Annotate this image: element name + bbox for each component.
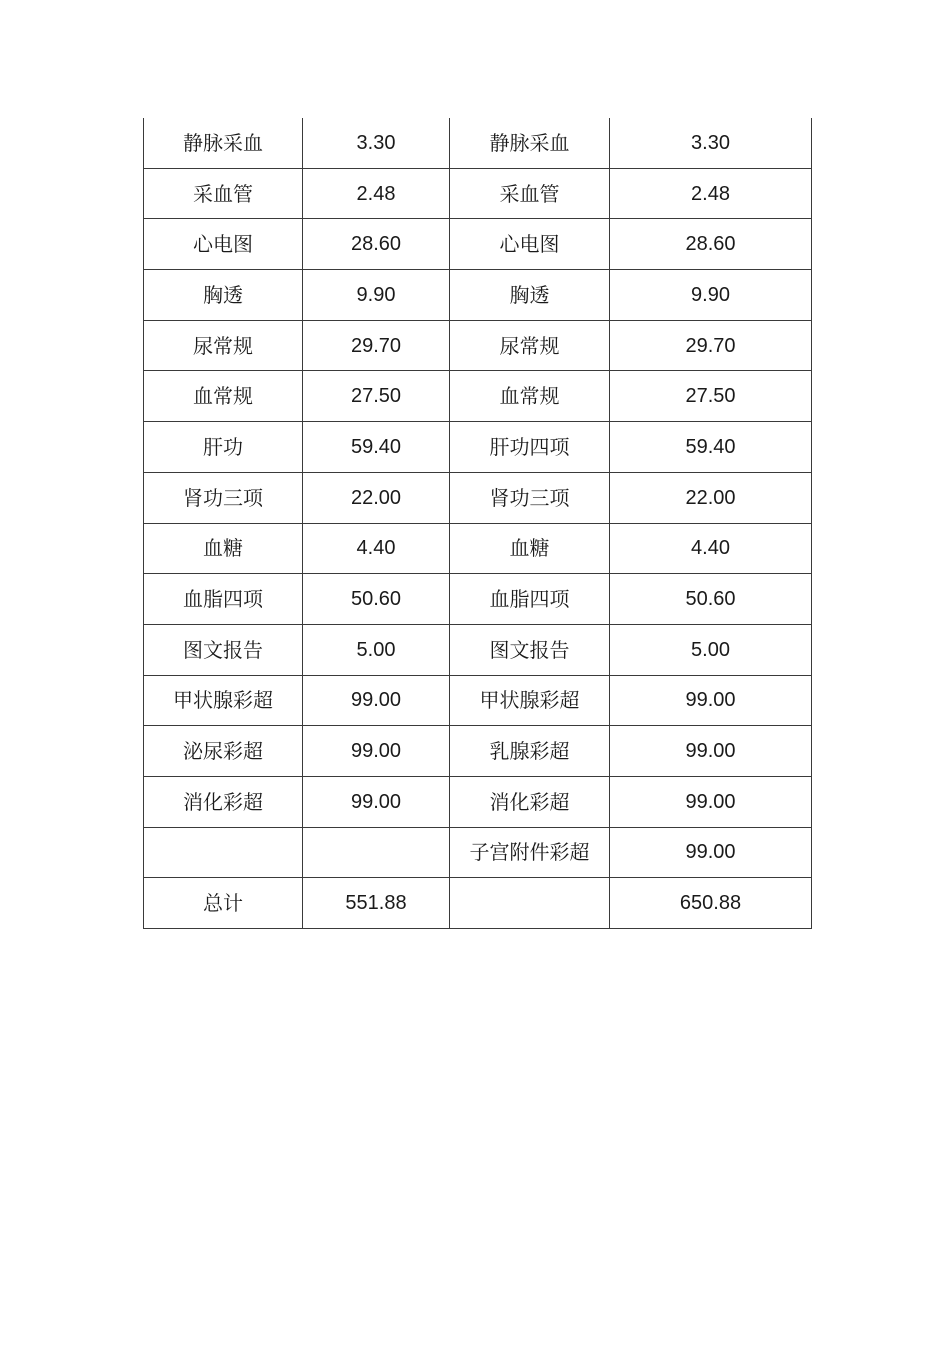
table-row xyxy=(144,523,812,574)
table-row xyxy=(144,422,812,473)
left-price-cell: 9.90 xyxy=(303,270,450,321)
right-price-cell: 99.00 xyxy=(610,776,812,827)
right-item-cell: 乳腺彩超 xyxy=(450,726,610,777)
left-item-cell: 尿常规 xyxy=(144,320,303,371)
table-row xyxy=(144,371,812,422)
fee-table-body xyxy=(144,118,812,929)
left-price-cell: 27.50 xyxy=(303,371,450,422)
right-item-cell: 采血管 xyxy=(450,168,610,219)
left-item-cell: 静脉采血 xyxy=(144,118,303,168)
right-item-cell: 静脉采血 xyxy=(450,118,610,168)
right-item-cell: 心电图 xyxy=(450,219,610,270)
table-row xyxy=(144,776,812,827)
fee-comparison-table xyxy=(143,118,812,929)
left-price-cell xyxy=(303,827,450,878)
table-row xyxy=(144,270,812,321)
right-item-cell: 图文报告 xyxy=(450,624,610,675)
table-row xyxy=(144,320,812,371)
left-total-cell: 551.88 xyxy=(303,878,450,929)
left-price-cell: 50.60 xyxy=(303,574,450,625)
right-price-cell: 29.70 xyxy=(610,320,812,371)
left-item-cell: 甲状腺彩超 xyxy=(144,675,303,726)
right-price-cell: 3.30 xyxy=(610,118,812,168)
table-row xyxy=(144,726,812,777)
right-price-cell: 5.00 xyxy=(610,624,812,675)
right-item-cell: 血常规 xyxy=(450,371,610,422)
right-item-cell: 甲状腺彩超 xyxy=(450,675,610,726)
table-row xyxy=(144,827,812,878)
left-item-cell: 图文报告 xyxy=(144,624,303,675)
left-price-cell: 22.00 xyxy=(303,472,450,523)
table-row xyxy=(144,624,812,675)
left-price-cell: 28.60 xyxy=(303,219,450,270)
left-price-cell: 59.40 xyxy=(303,422,450,473)
right-price-cell: 59.40 xyxy=(610,422,812,473)
total-row xyxy=(144,878,812,929)
left-item-cell: 肝功 xyxy=(144,422,303,473)
table-row xyxy=(144,472,812,523)
left-item-cell: 血脂四项 xyxy=(144,574,303,625)
left-item-cell: 泌尿彩超 xyxy=(144,726,303,777)
right-price-cell: 22.00 xyxy=(610,472,812,523)
right-total-label-cell xyxy=(450,878,610,929)
left-price-cell: 4.40 xyxy=(303,523,450,574)
right-price-cell: 9.90 xyxy=(610,270,812,321)
left-item-cell: 消化彩超 xyxy=(144,776,303,827)
left-item-cell: 胸透 xyxy=(144,270,303,321)
table-row xyxy=(144,219,812,270)
left-price-cell: 29.70 xyxy=(303,320,450,371)
right-item-cell: 尿常规 xyxy=(450,320,610,371)
left-item-cell: 采血管 xyxy=(144,168,303,219)
right-item-cell: 消化彩超 xyxy=(450,776,610,827)
table-row xyxy=(144,574,812,625)
right-price-cell: 2.48 xyxy=(610,168,812,219)
right-price-cell: 50.60 xyxy=(610,574,812,625)
left-price-cell: 99.00 xyxy=(303,675,450,726)
left-price-cell: 2.48 xyxy=(303,168,450,219)
left-price-cell: 99.00 xyxy=(303,776,450,827)
left-item-cell xyxy=(144,827,303,878)
right-price-cell: 99.00 xyxy=(610,726,812,777)
right-item-cell: 肾功三项 xyxy=(450,472,610,523)
left-price-cell: 99.00 xyxy=(303,726,450,777)
left-price-cell: 5.00 xyxy=(303,624,450,675)
right-price-cell: 99.00 xyxy=(610,827,812,878)
left-item-cell: 肾功三项 xyxy=(144,472,303,523)
right-price-cell: 28.60 xyxy=(610,219,812,270)
right-item-cell: 血糖 xyxy=(450,523,610,574)
right-item-cell: 肝功四项 xyxy=(450,422,610,473)
left-item-cell: 心电图 xyxy=(144,219,303,270)
left-item-cell: 血常规 xyxy=(144,371,303,422)
right-price-cell: 99.00 xyxy=(610,675,812,726)
left-item-cell: 血糖 xyxy=(144,523,303,574)
table-row xyxy=(144,118,812,168)
right-total-cell: 650.88 xyxy=(610,878,812,929)
left-price-cell: 3.30 xyxy=(303,118,450,168)
table-row xyxy=(144,168,812,219)
right-item-cell: 血脂四项 xyxy=(450,574,610,625)
right-price-cell: 27.50 xyxy=(610,371,812,422)
right-price-cell: 4.40 xyxy=(610,523,812,574)
total-label-cell: 总计 xyxy=(144,878,303,929)
table-row xyxy=(144,675,812,726)
right-item-cell: 胸透 xyxy=(450,270,610,321)
right-item-cell: 子宫附件彩超 xyxy=(450,827,610,878)
